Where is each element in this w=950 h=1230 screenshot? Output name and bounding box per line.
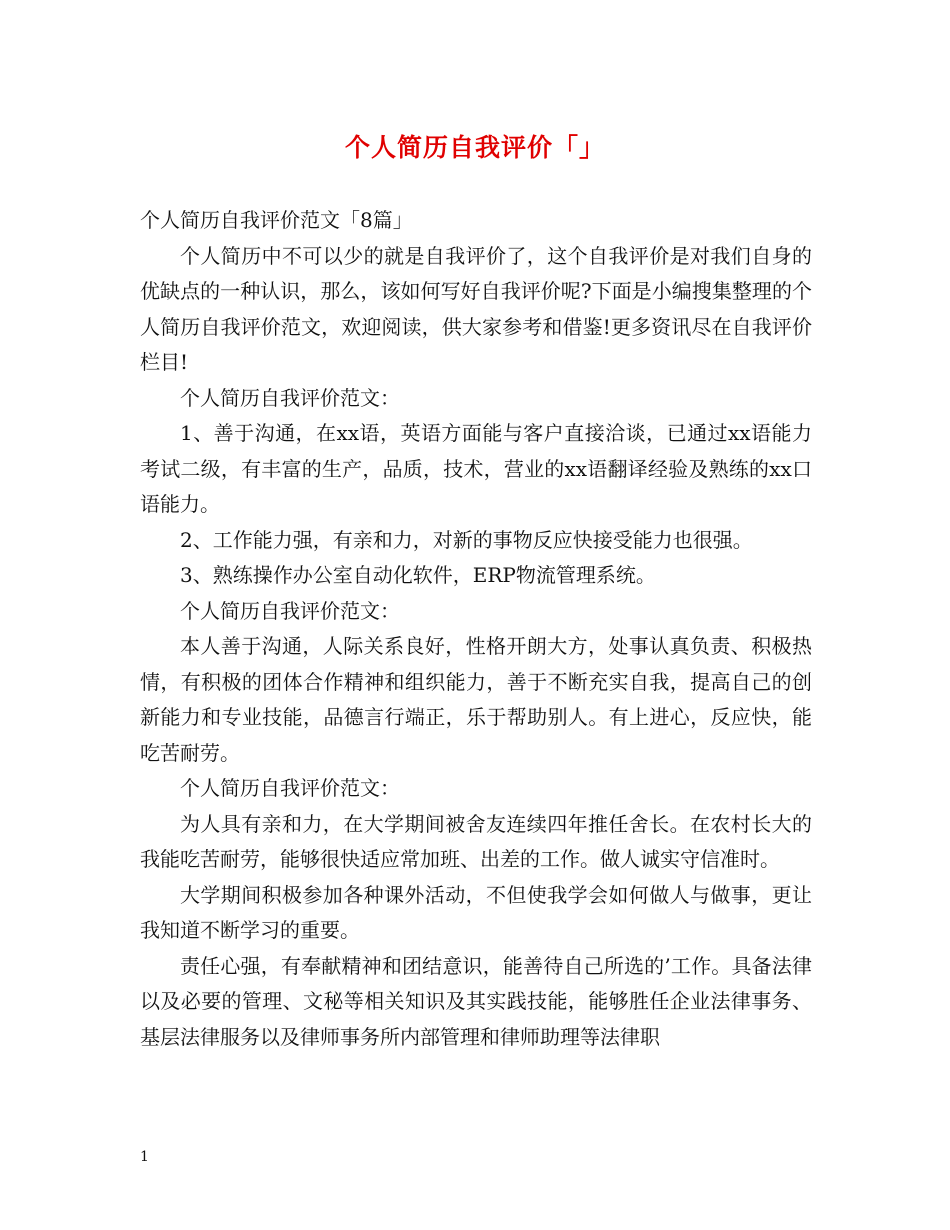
- paragraph-1: 个人简历自我评价范文「8篇」: [140, 208, 413, 232]
- paragraph-8: 本人善于沟通，人际关系良好，性格开朗大方，处事认真负责、积极热情，有积极的团体合作精神和组织能力，善于不断充实自我，提高自己的创新能力和专业技能，品德言行端正，乐于帮助别人。有上进心，反应快，能吃苦耐劳。: [140, 634, 812, 765]
- paragraph-10: 为人具有亲和力，在大学期间被舍友连续四年推任舍长。在农村长大的我能吃苦耐劳，能够很快适应常加班、出差的工作。做人诚实守信准时。: [140, 811, 812, 871]
- page-number: 1: [140, 1149, 149, 1165]
- paragraph-4: 1、善于沟通，在xx语，英语方面能与客户直接洽谈，已通过xx语能力考试二级，有丰富的生产，品质，技术，营业的xx语翻译经验及熟练的xx口语能力。: [140, 421, 812, 516]
- paragraph-7: 个人简历自我评价范文：: [180, 598, 400, 623]
- paragraph-6: 3、熟练操作办公室自动化软件，ERP物流管理系统。: [180, 563, 656, 587]
- paragraph-11: 大学期间积极参加各种课外活动，不但使我学会如何做人与做事，更让我知道不断学习的重要。: [140, 882, 812, 942]
- paragraph-2: 个人简历中不可以少的就是自我评价了，这个自我评价是对我们自身的优缺点的一种认识，那么，该如何写好自我评价呢?下面是小编搜集整理的个人简历自我评价范文，欢迎阅读，供大家参考和借鉴!更多资讯尽在自我评价栏目!: [140, 243, 812, 374]
- paragraph-5: 2、工作能力强，有亲和力，对新的事物反应快接受能力也很强。: [180, 527, 753, 552]
- document-title: 个人简历自我评价「」: [344, 133, 605, 162]
- document-body: [140, 203, 812, 1055]
- paragraph-9: 个人简历自我评价范文：: [180, 776, 400, 800]
- paragraph-3: 个人简历自我评价范文：: [180, 385, 400, 410]
- paragraph-12: 责任心强，有奉献精神和团结意识，能善待自己所选的’工作。具备法律以及必要的管理、文秘等相关知识及其实践技能，能够胜任企业法律事务、基层法律服务以及律师事务所内部管理和律师助理等法律职: [140, 953, 812, 1049]
